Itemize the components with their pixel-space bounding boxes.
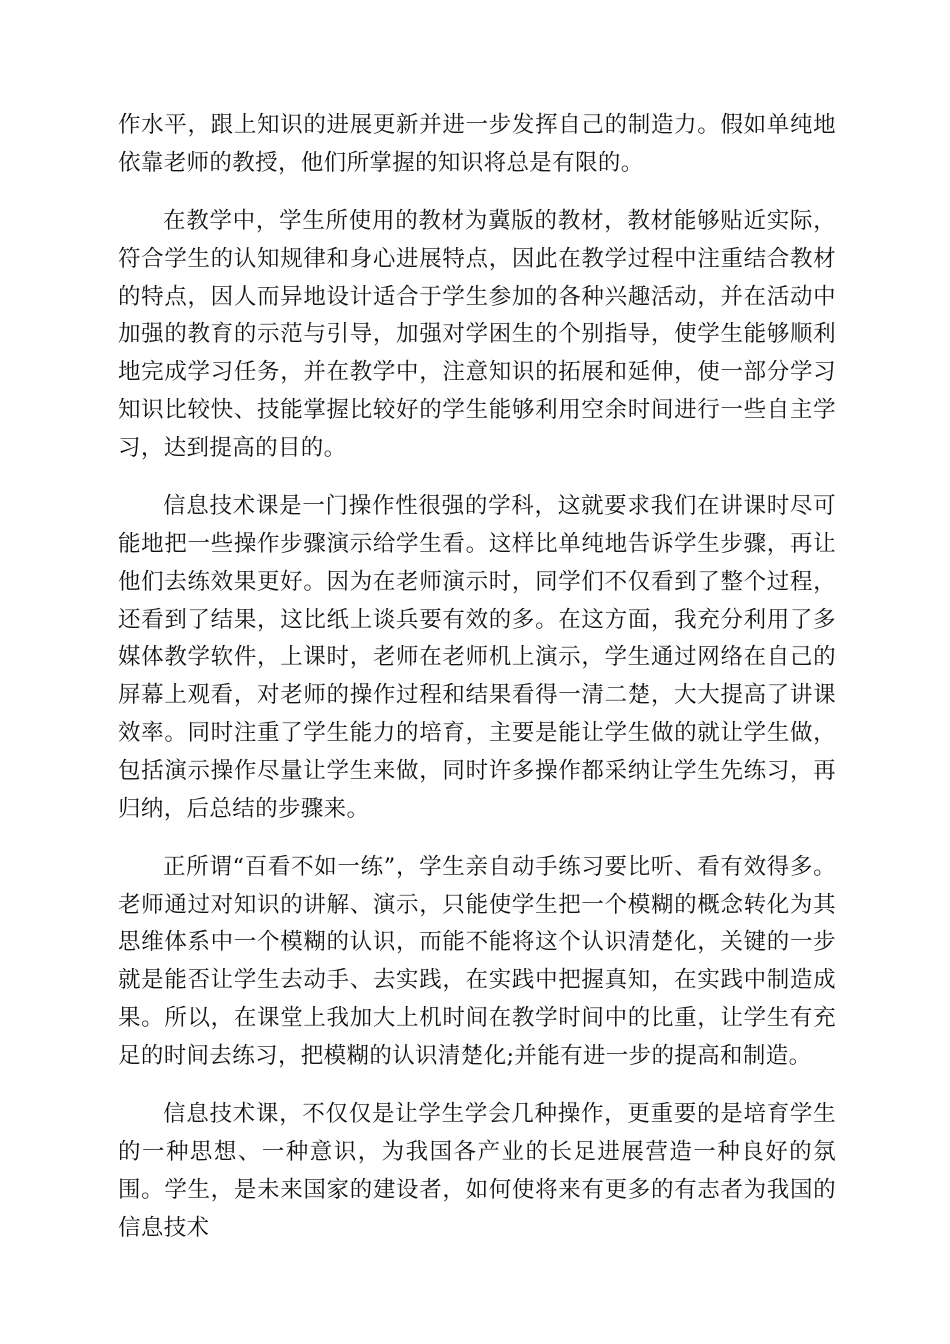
paragraph-continuation: 作水平，跟上知识的进展更新并进一步发挥自己的制造力。假如单纯地依靠老师的教授，他们所掌握的知识将总是有限的。 [118, 112, 836, 176]
paragraph-demonstration: 信息技术课是一门操作性很强的学科，这就要求我们在讲课时尽可能地把一些操作步骤演示给学生看。这样比单纯地告诉学生步骤，再让他们去练效果更好。因为在老师演示时，同学们不仅看到了整个过程，还看到了结果，这比纸上谈兵要有效的多。在这方面，我充分利用了多媒体教学软件，上课时，老师在老师机上演示，学生通过网络在自己的屏幕上观看，对老师的操作过程和结果看得一清二楚，大大提高了讲课效率。同时注重了学生能力的培育，主要是能让学生做的就让学生做，包括演示操作尽量让学生来做，同时许多操作都采纳让学生先练习，再归纳，后总结的步骤来。 [118, 493, 836, 822]
paragraph-textbook: 在教学中，学生所使用的教材为冀版的教材，教材能够贴近实际，符合学生的认知规律和身心进展特点，因此在教学过程中注重结合教材的特点，因人而异地设计适合于学生参加的各种兴趣活动，并在活动中加强的教育的示范与引导，加强对学困生的个别指导，使学生能够顺利地完成学习任务，并在教学中，注意知识的拓展和延伸，使一部分学习知识比较快、技能掌握比较好的学生能够利用空余时间进行一些自主学习，达到提高的目的。 [118, 208, 836, 461]
paragraph-awareness: 信息技术课，不仅仅是让学生学会几种操作，更重要的是培育学生的一种思想、一种意识，为我国各产业的长足进展营造一种良好的氛围。学生，是未来国家的建设者，如何使将来有更多的有志者为我国的信息技术 [118, 1101, 836, 1241]
paragraph-practice: 正所谓“百看不如一练”，学生亲自动手练习要比听、看有效得多。老师通过对知识的讲解、演示，只能使学生把一个模糊的概念转化为其思维体系中一个模糊的认识，而能不能将这个认识清楚化，关键的一步就是能否让学生去动手、去实践，在实践中把握真知，在实践中制造成果。所以，在课堂上我加大上机时间在教学时间中的比重，让学生有充足的时间去练习，把模糊的认识清楚化;并能有进一步的提高和制造。 [118, 853, 836, 1069]
document-body [118, 107, 836, 1247]
